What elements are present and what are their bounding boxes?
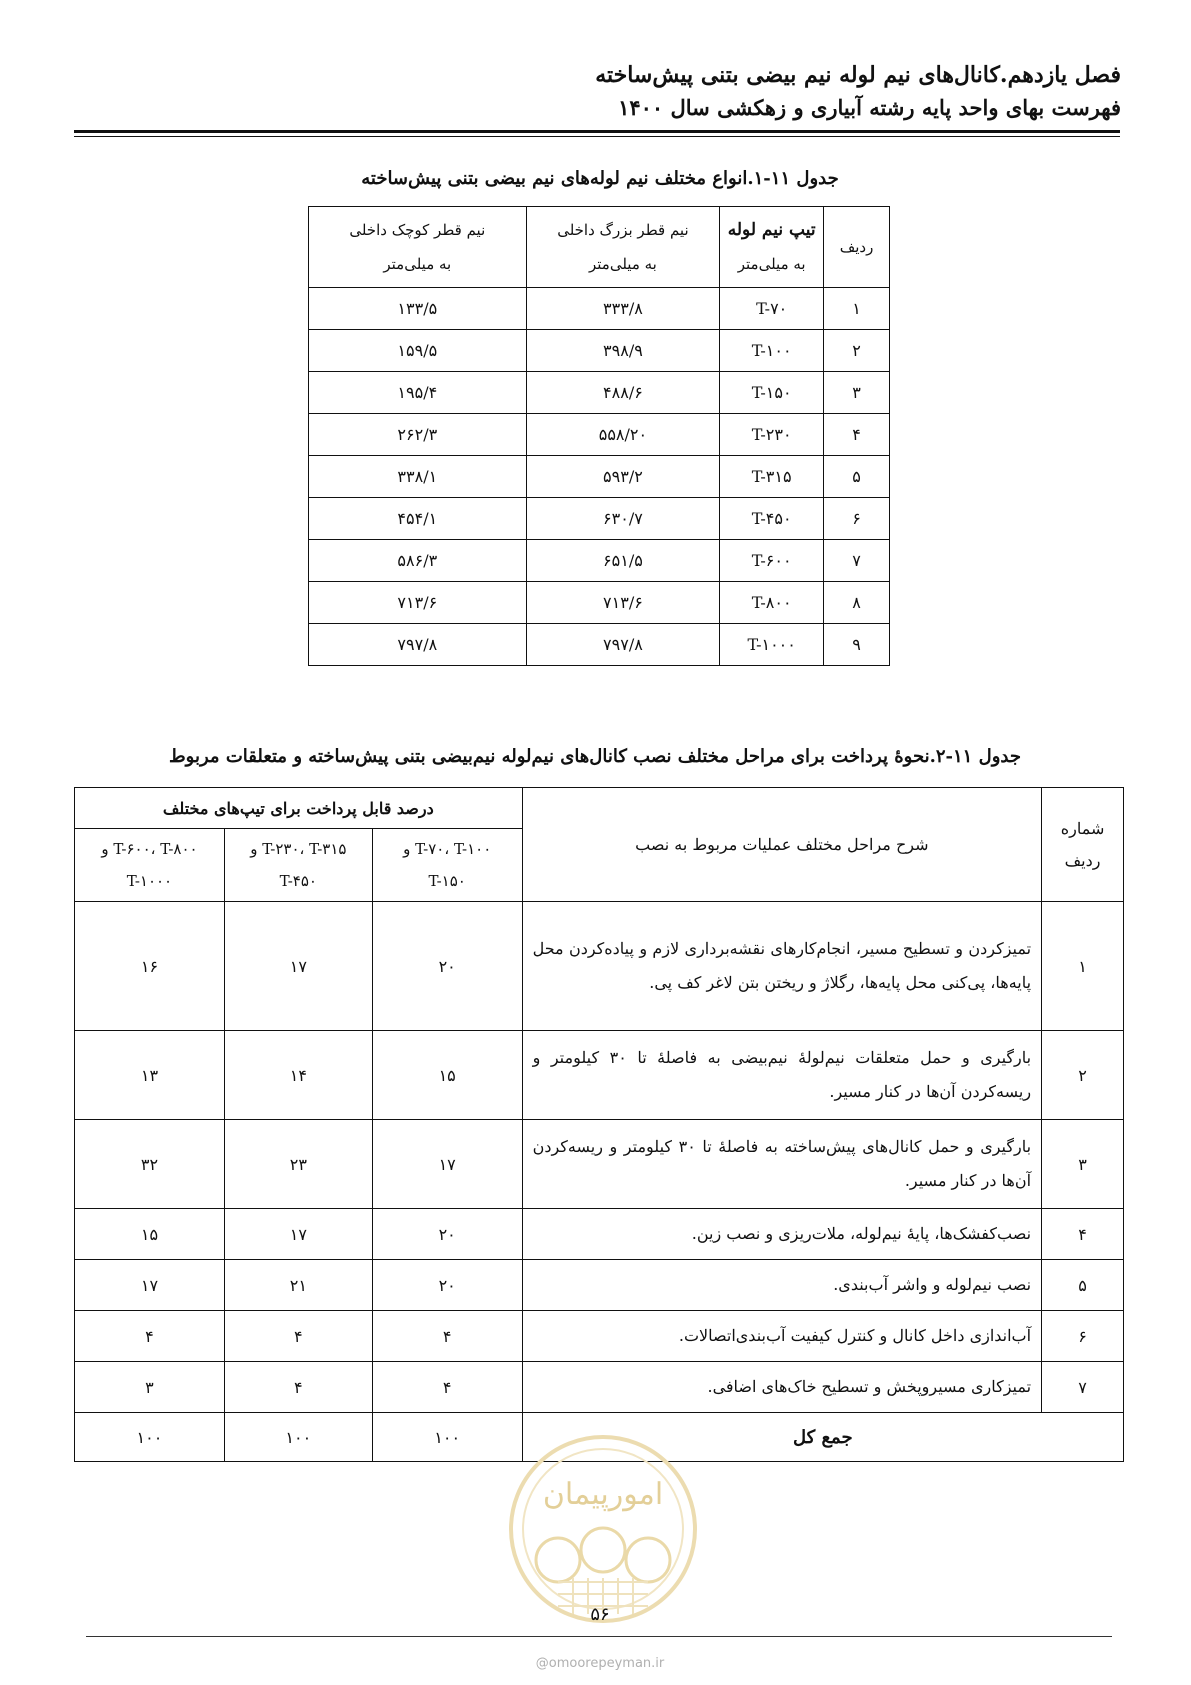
header-label: T-۴۵۰ [279,872,317,890]
header-label: ردیف [1064,850,1101,870]
cell-type: T-۲۳۰ [720,414,824,456]
cell-row-no: ۱ [824,288,890,330]
header-unit: به میلی‌متر [383,255,452,273]
cell-percent-group2: ۴ [224,1362,372,1413]
header-label: T-۱۵۰ [428,872,466,890]
total-label: جمع کل [522,1413,1123,1462]
table-row [75,1260,1124,1311]
table2-header-percent: درصد قابل پرداخت برای تیپ‌های مختلف [75,788,523,829]
table1-pipe-types [308,206,890,666]
document-subtitle: فهرست بهای واحد پایه رشته آبیاری و زهکشی سال ۱۴۰۰ [618,95,1121,120]
cell-percent-group3: ۴ [75,1311,225,1362]
website-watermark: @omoorepeyman.ir [535,1656,665,1671]
table-row [75,1362,1124,1413]
gear-icon [536,1528,670,1582]
header-label: T-۷۰، T-۱۰۰ و [403,840,492,858]
cell-row-no: ۴ [1042,1209,1124,1260]
table-row [309,414,890,456]
cell-row-no: ۸ [824,582,890,624]
table1-header-row-no [824,207,890,288]
cell-type: T-۳۱۵ [720,456,824,498]
cell-small-radius: ۵۸۶/۳ [309,540,527,582]
table2-caption: جدول ۱۱-۲.نحوهٔ پرداخت برای مراحل مختلف نصب کانال‌های نیم‌لوله نیم‌بیضی بتنی پیش‌ساخته و متعلقات مربوط [169,746,1021,767]
cell-type: T-۱۰۰۰ [720,624,824,666]
header-label: نیم قطر بزرگ داخلی [557,221,689,239]
table-row [309,288,890,330]
table-row [75,1209,1124,1260]
table-row [309,330,890,372]
header-label: ردیف [839,238,874,256]
cell-description: نصب نیم‌لوله و واشر آب‌بندی. [522,1260,1041,1311]
header-label: T-۲۳۰، T-۳۱۵ و [250,840,347,858]
cell-percent-group2: ۱۷ [224,902,372,1031]
cell-small-radius: ۱۹۵/۴ [309,372,527,414]
cell-type: T-۱۰۰ [720,330,824,372]
page-header [71,58,1121,124]
header-rule-thick [74,130,1120,133]
cell-percent-group1: ۲۰ [372,1209,522,1260]
table2-header-row-no [1042,788,1124,902]
table-row [75,1311,1124,1362]
table1-header-row [309,207,890,288]
cell-row-no: ۷ [824,540,890,582]
total-group2: ۱۰۰ [224,1413,372,1462]
cell-percent-group1: ۱۷ [372,1120,522,1209]
header-label: نیم قطر کوچک داخلی [349,221,486,239]
cell-big-radius: ۳۳۳/۸ [526,288,720,330]
cell-row-no: ۱ [1042,902,1124,1031]
cell-small-radius: ۲۶۲/۳ [309,414,527,456]
footer-rule [86,1636,1112,1637]
table2-header-group2 [224,829,372,902]
header-rule-thin [74,136,1120,137]
cell-percent-group3: ۱۳ [75,1031,225,1120]
cell-big-radius: ۶۳۰/۷ [526,498,720,540]
watermark-seal [506,1432,700,1626]
table-row [309,540,890,582]
header-label: شماره [1060,818,1105,838]
cell-small-radius: ۳۳۸/۱ [309,456,527,498]
cell-type: T-۶۰۰ [720,540,824,582]
cell-percent-group2: ۱۴ [224,1031,372,1120]
cell-row-no: ۲ [1042,1031,1124,1120]
table2-header-row [75,788,1124,829]
cell-description: نصب‌کفشک‌ها، پایهٔ نیم‌لوله، ملات‌ریزی و نصب زین. [522,1209,1041,1260]
header-label: T-۱۰۰۰ [126,872,173,890]
header-unit: به میلی‌متر [737,255,806,273]
cell-percent-group1: ۲۰ [372,1260,522,1311]
total-group1: ۱۰۰ [372,1413,522,1462]
chapter-title: فصل یازدهم.کانال‌های نیم لوله نیم بیضی بتنی پیش‌ساخته [595,62,1121,88]
cell-row-no: ۹ [824,624,890,666]
cell-description: تمیزکاری مسیروپخش و تسطیح خاک‌های اضافی. [522,1362,1041,1413]
cell-type: T-۸۰۰ [720,582,824,624]
table2-header-group1 [372,829,522,902]
cell-description: بارگیری و حمل کانال‌های پیش‌ساخته به فاصلهٔ تا ۳۰ کیلومتر و ریسه‌کردن آن‌ها در کنار مسیر. [522,1120,1041,1209]
page-number: ۵۶ [590,1604,610,1625]
cell-percent-group1: ۲۰ [372,902,522,1031]
cell-row-no: ۵ [824,456,890,498]
cell-percent-group3: ۱۷ [75,1260,225,1311]
table1-header-type [720,207,824,288]
table-row [309,624,890,666]
cell-big-radius: ۵۹۳/۲ [526,456,720,498]
cell-percent-group1: ۴ [372,1311,522,1362]
cell-percent-group1: ۴ [372,1362,522,1413]
total-group3: ۱۰۰ [75,1413,225,1462]
cell-percent-group3: ۱۶ [75,902,225,1031]
cell-type: T-۱۵۰ [720,372,824,414]
cell-type: T-۴۵۰ [720,498,824,540]
table1-caption: جدول ۱۱-۱.انواع مختلف نیم لوله‌های نیم بیضی بتنی پیش‌ساخته [361,168,839,189]
cell-percent-group2: ۲۱ [224,1260,372,1311]
header-label: T-۶۰۰، T-۸۰۰ و [101,840,198,858]
table-row [309,498,890,540]
cell-row-no: ۶ [824,498,890,540]
table-row [75,902,1124,1031]
cell-big-radius: ۶۵۱/۵ [526,540,720,582]
cell-percent-group3: ۱۵ [75,1209,225,1260]
cell-description: تمیزکردن و تسطیح مسیر، انجام‌کارهای نقشه‌برداری لازم و پیاده‌کردن محل پایه‌ها، پی‌کنی محل پایه‌ها، رگلاژ و ریختن بتن لاغر کف پی. [522,902,1041,1031]
cell-type: T-۷۰ [720,288,824,330]
cell-big-radius: ۷۹۷/۸ [526,624,720,666]
cell-small-radius: ۷۹۷/۸ [309,624,527,666]
header-unit: به میلی‌متر [588,255,657,273]
cell-row-no: ۵ [1042,1260,1124,1311]
table-row [309,456,890,498]
table-row [309,372,890,414]
cell-row-no: ۶ [1042,1311,1124,1362]
cell-row-no: ۲ [824,330,890,372]
cell-percent-group1: ۱۵ [372,1031,522,1120]
table-row [75,1120,1124,1209]
table1-header-big-radius [526,207,720,288]
cell-big-radius: ۳۹۸/۹ [526,330,720,372]
cell-row-no: ۳ [824,372,890,414]
cell-big-radius: ۵۵۸/۲۰ [526,414,720,456]
cell-percent-group2: ۲۳ [224,1120,372,1209]
cell-small-radius: ۴۵۴/۱ [309,498,527,540]
cell-small-radius: ۱۳۳/۵ [309,288,527,330]
header-label: تیپ نیم لوله [727,220,816,240]
cell-row-no: ۳ [1042,1120,1124,1209]
cell-row-no: ۴ [824,414,890,456]
table1-header-small-radius [309,207,527,288]
seal-text: امورپیمان [542,1477,664,1512]
table2-payment-stages [74,787,1124,1462]
cell-percent-group3: ۳۲ [75,1120,225,1209]
cell-small-radius: ۱۵۹/۵ [309,330,527,372]
table2-header-group3 [75,829,225,902]
table-row [75,1031,1124,1120]
cell-percent-group2: ۱۷ [224,1209,372,1260]
cell-small-radius: ۷۱۳/۶ [309,582,527,624]
cell-description: آب‌اندازی داخل کانال و کنترل کیفیت آب‌بندی‌اتصالات. [522,1311,1041,1362]
cell-description: بارگیری و حمل متعلقات نیم‌لولهٔ نیم‌بیضی به فاصلهٔ تا ۳۰ کیلومتر و ریسه‌کردن آن‌ها در کنار مسیر. [522,1031,1041,1120]
cell-percent-group2: ۴ [224,1311,372,1362]
table2-header-description: شرح مراحل مختلف عملیات مربوط به نصب [522,788,1041,902]
cell-row-no: ۷ [1042,1362,1124,1413]
table-row [309,582,890,624]
cell-big-radius: ۴۸۸/۶ [526,372,720,414]
cell-percent-group3: ۳ [75,1362,225,1413]
cell-big-radius: ۷۱۳/۶ [526,582,720,624]
